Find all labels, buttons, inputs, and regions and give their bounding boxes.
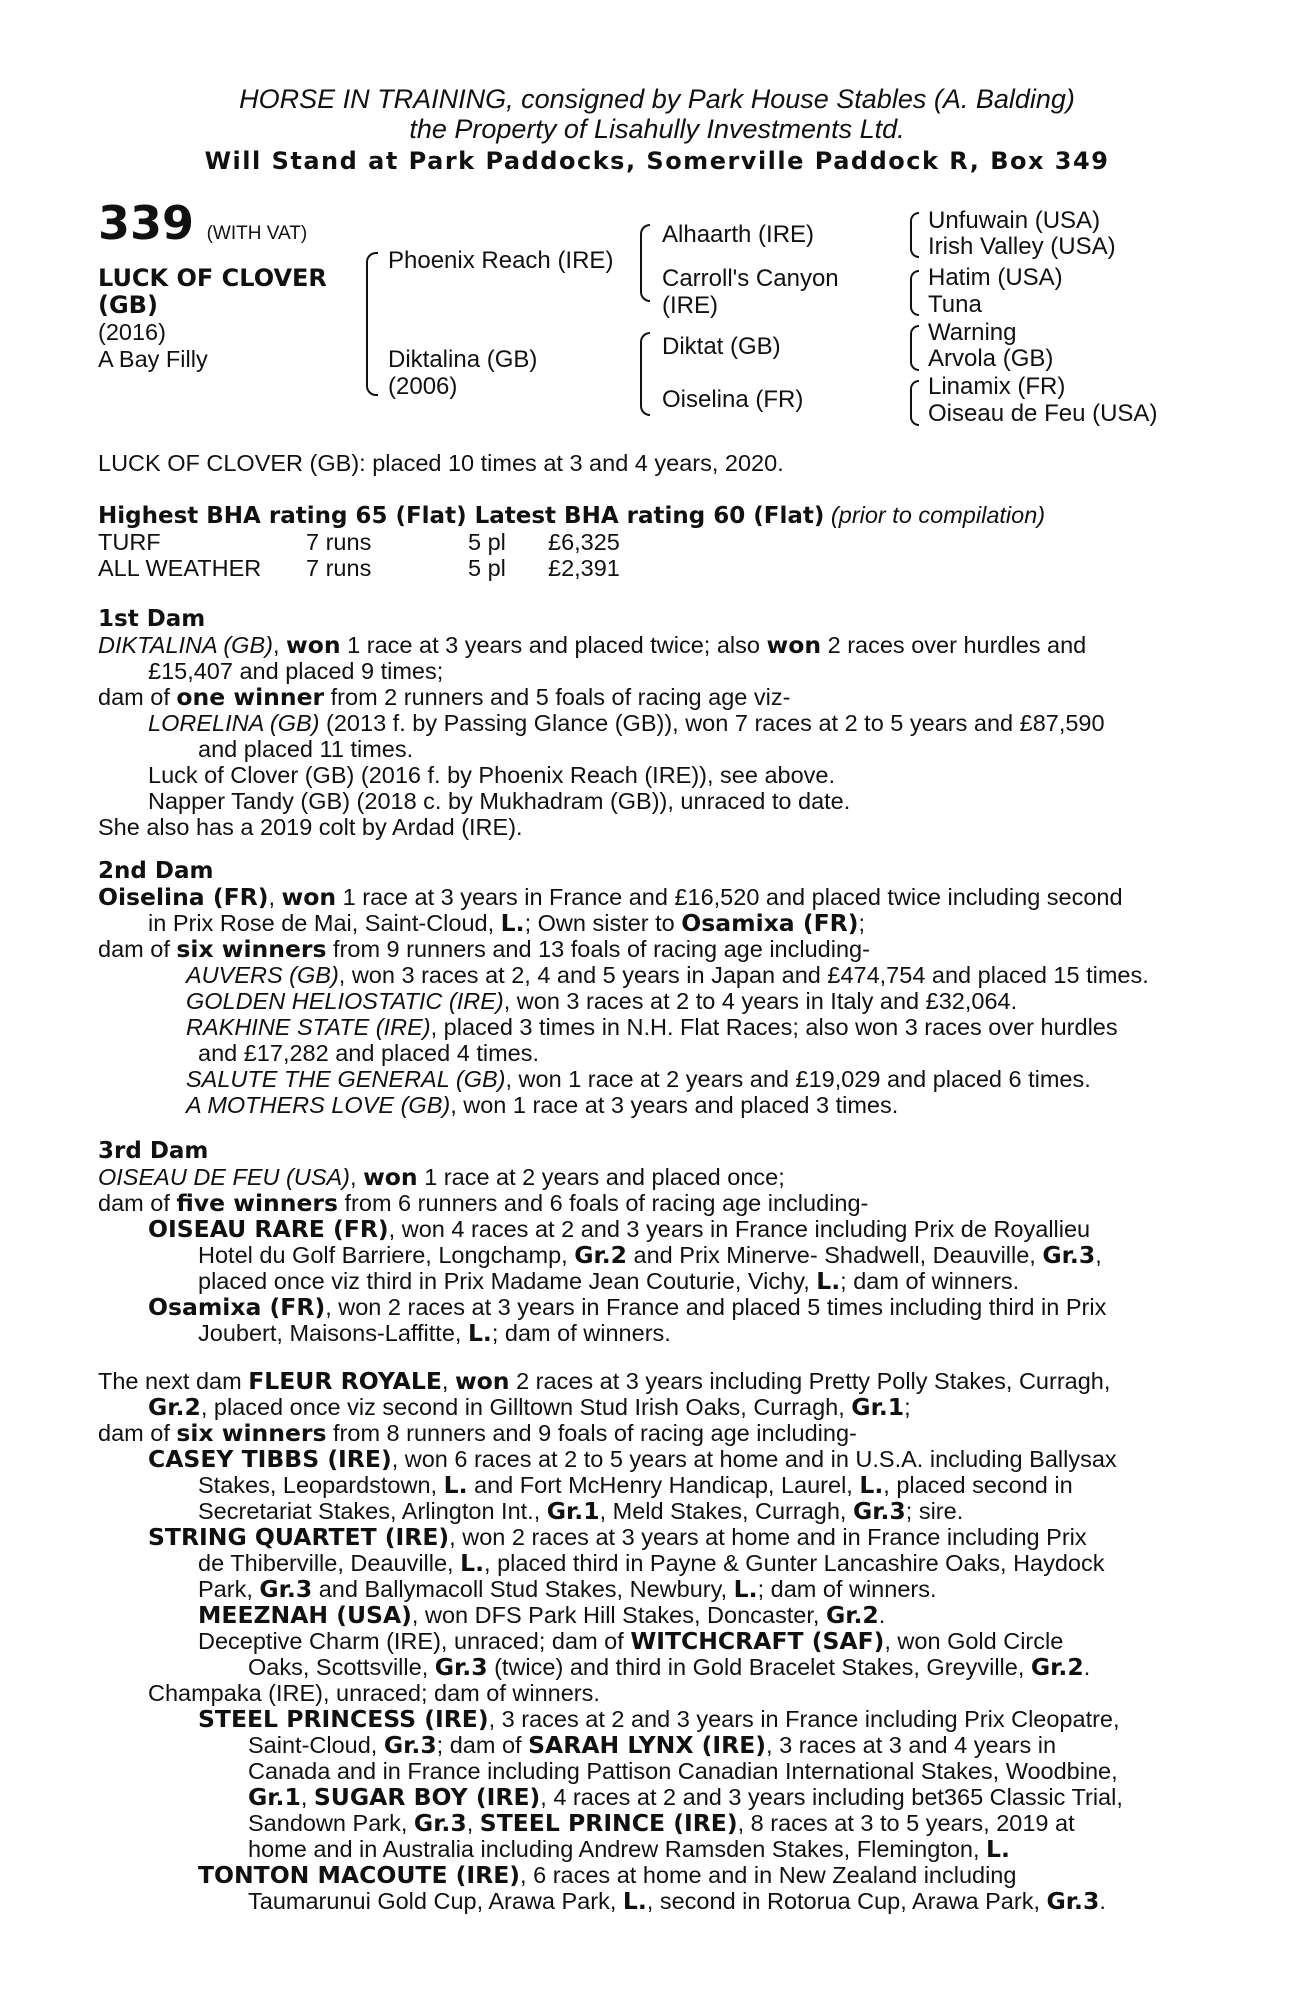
- text-line: [98, 1524, 1208, 1550]
- text-run: , won 4 races at 2 and 3 years in France including Prix de Royallieu: [388, 1216, 1091, 1242]
- text-run: , won 6 races at 2 to 5 years at home and in U.S.A. including Ballysax: [391, 1446, 1117, 1472]
- bold-run: L.: [443, 1471, 468, 1499]
- pedigree-brace-ss: [910, 212, 919, 258]
- bold-run: six winners: [176, 935, 327, 963]
- text-run: , 3 races at 3 and 4 years in: [766, 1732, 1057, 1758]
- offspring-name: Osamixa (FR): [148, 1293, 326, 1321]
- record-amount: £2,391: [548, 555, 620, 581]
- text-line: [98, 1576, 1208, 1602]
- text-line: [98, 1446, 1208, 1472]
- offspring-name: LORELINA (GB): [148, 710, 320, 736]
- dam-name: DIKTALINA (GB): [98, 632, 273, 658]
- text-run: dam of: [98, 684, 177, 710]
- offspring-name: STEEL PRINCESS (IRE): [198, 1705, 489, 1733]
- text-run: ;: [858, 910, 866, 936]
- pedigree-sss: Unfuwain (USA): [928, 207, 1101, 234]
- text-run: and Ballymacoll Stud Stakes, Newbury,: [312, 1576, 734, 1602]
- text-line: and placed 11 times.: [198, 736, 414, 762]
- text-run: from 6 runners and 6 foals of racing age including-: [337, 1190, 869, 1216]
- text-run: and Fort McHenry Handicap, Laurel,: [467, 1472, 860, 1498]
- bold-run: Gr.3: [1042, 1241, 1096, 1269]
- record-placed: 5 pl: [468, 555, 506, 581]
- text-line: [98, 1498, 1208, 1524]
- text-run: 1 race at 2 years and placed once;: [417, 1164, 785, 1190]
- text-run: , second in Rotorua Cup, Arawa Park,: [646, 1888, 1047, 1914]
- text-run: The next dam: [98, 1368, 249, 1394]
- text-run: ,: [441, 1368, 455, 1394]
- text-run: .: [1083, 1654, 1091, 1680]
- bold-run: Gr.3: [434, 1653, 488, 1681]
- offspring-name: SALUTE THE GENERAL (GB): [186, 1066, 506, 1092]
- text-run: (twice) and third in Gold Bracelet Stakes, Greyville,: [487, 1654, 1031, 1680]
- pedigree-brace-sire: [640, 224, 650, 302]
- offspring-name: TONTON MACOUTE (IRE): [198, 1861, 521, 1889]
- pedigree-sire-dam: Carroll's Canyon: [662, 265, 839, 292]
- text-run: , 3 races at 2 and 3 years in France including Prix Cleopatre,: [488, 1706, 1120, 1732]
- text-run: , placed once viz second in Gilltown Stud Irish Oaks, Curragh,: [200, 1394, 852, 1420]
- text-line: [98, 1368, 1208, 1394]
- bold-run: L.: [622, 1887, 647, 1915]
- bold-run: Gr.3: [383, 1731, 437, 1759]
- vat-label: (WITH VAT): [206, 223, 308, 244]
- text-run: 1 race at 3 years and placed twice; also: [340, 632, 767, 658]
- text-line: [98, 884, 1208, 910]
- bold-run: one winner: [176, 683, 325, 711]
- text-run: Stakes, Leopardstown,: [198, 1472, 444, 1498]
- bold-run: L.: [859, 1471, 884, 1499]
- text-run: ; dam of: [436, 1732, 529, 1758]
- text-line: [98, 1394, 1208, 1420]
- bold-run: won: [286, 631, 341, 659]
- consignor-line: HORSE IN TRAINING, consigned by Park House Stables (A. Balding): [239, 84, 1075, 114]
- text-run: , 8 races at 3 to 5 years, 2019 at: [737, 1810, 1075, 1836]
- text-run: Saint-Cloud,: [248, 1732, 384, 1758]
- text-line: [98, 1320, 1208, 1346]
- text-run: Sandown Park,: [248, 1810, 414, 1836]
- bold-run: Gr.3: [852, 1497, 906, 1525]
- property-line: the Property of Lisahully Investments Ltd.: [409, 114, 905, 144]
- text-run: 2 races at 3 years including Pretty Polly Stakes, Curragh,: [509, 1368, 1111, 1394]
- text-line: [98, 632, 1208, 658]
- race-summary: LUCK OF CLOVER (GB): placed 10 times at 3 and 4 years, 2020.: [98, 450, 784, 476]
- text-run: , Meld Stakes, Curragh,: [599, 1498, 853, 1524]
- text-line: [98, 1190, 1208, 1216]
- text-run: placed once viz third in Prix Madame Jean Couturie, Vichy,: [198, 1268, 817, 1294]
- text-line: [98, 1216, 1208, 1242]
- pedigree-brace-ds: [910, 325, 919, 371]
- text-run: , won 2 races at 3 years in France and placed 5 times including third in Prix: [325, 1294, 1107, 1320]
- pedigree-sire-sire: Alhaarth (IRE): [662, 221, 815, 248]
- text-run: Hotel du Golf Barriere, Longchamp,: [198, 1242, 575, 1268]
- text-run: from 8 runners and 9 foals of racing age including-: [326, 1420, 857, 1446]
- offspring-name: RAKHINE STATE (IRE): [186, 1014, 431, 1040]
- pedigree-dsd: Arvola (GB): [928, 345, 1054, 372]
- text-run: Deceptive Charm (IRE), unraced; dam of: [198, 1628, 631, 1654]
- text-run: ; dam of winners.: [757, 1576, 937, 1602]
- section-title: 1st Dam: [98, 606, 206, 632]
- bold-run: Gr.2: [148, 1393, 201, 1421]
- bold-run: Gr.2: [1030, 1653, 1084, 1681]
- bold-run: Gr.1: [851, 1393, 905, 1421]
- text-line: Canada and in France including Pattison Canadian International Stakes, Woodbine,: [248, 1758, 1118, 1784]
- text-run: dam of: [98, 1190, 177, 1216]
- text-line: [98, 1888, 1208, 1914]
- pedigree-brace-dam: [640, 332, 650, 416]
- bold-run: won: [454, 1367, 510, 1395]
- dam-name: Oiselina (FR): [98, 883, 269, 911]
- text-line: [98, 684, 1208, 710]
- pedigree-brace-main: [366, 252, 378, 396]
- pedigree-dss: Warning: [928, 319, 1017, 346]
- text-run: , won 3 races at 2, 4 and 5 years in Japan and £474,754 and placed 15 times.: [338, 962, 1149, 988]
- text-run: , won 1 race at 3 years and placed 3 times.: [450, 1092, 899, 1118]
- pedigree-ssd: Irish Valley (USA): [928, 233, 1116, 260]
- record-surface: ALL WEATHER: [98, 555, 262, 581]
- bha-rating-text: Highest BHA rating 65 (Flat) Latest BHA rating 60 (Flat): [98, 503, 825, 529]
- text-line: [98, 1836, 1208, 1862]
- stand-line: Will Stand at Park Paddocks, Somerville Paddock R, Box 349: [204, 147, 1110, 175]
- text-run: ; dam of winners.: [491, 1320, 671, 1346]
- text-line: [98, 1628, 1208, 1654]
- bold-run: Gr.2: [825, 1601, 879, 1629]
- text-run: de Thiberville, Deauville,: [198, 1550, 461, 1576]
- text-run: dam of: [98, 936, 177, 962]
- text-line: She also has a 2019 colt by Ardad (IRE).: [98, 814, 523, 840]
- bold-run: L.: [733, 1575, 758, 1603]
- record-runs: 7 runs: [306, 555, 372, 581]
- pedigree-sds: Hatim (USA): [928, 264, 1063, 291]
- pedigree-sdd: Tuna: [928, 291, 982, 318]
- offspring-name: OISEAU RARE (FR): [148, 1215, 389, 1243]
- dam-name: FLEUR ROYALE: [248, 1367, 442, 1395]
- text-line: [98, 1014, 1208, 1040]
- next-dam-section: [98, 1368, 1208, 1914]
- text-run: 1 race at 3 years in France and £16,520 and placed twice including second: [336, 884, 1123, 910]
- text-line: [98, 1472, 1208, 1498]
- pedigree-dds: Linamix (FR): [928, 373, 1066, 400]
- bold-run: Gr.3: [413, 1809, 467, 1837]
- lot-number: 339: [98, 196, 195, 250]
- horse-description: A Bay Filly: [98, 346, 208, 372]
- text-line: [98, 910, 1208, 936]
- bold-run: Gr.1: [248, 1783, 301, 1811]
- text-run: .: [1099, 1888, 1106, 1914]
- bold-run: Gr.1: [546, 1497, 600, 1525]
- bold-run: won: [363, 1163, 418, 1191]
- offspring-name: AUVERS (GB): [186, 962, 339, 988]
- text-run: , won 1 race at 2 years and £19,029 and placed 6 times.: [505, 1066, 1091, 1092]
- text-run: ;: [904, 1394, 911, 1420]
- foaling-year: (2016): [98, 319, 166, 345]
- text-run: ,: [272, 632, 287, 658]
- offspring-name: WITCHCRAFT (SAF): [630, 1627, 885, 1655]
- record-runs: 7 runs: [306, 529, 372, 555]
- text-run: , 6 races at home and in New Zealand including: [520, 1862, 1017, 1888]
- text-line: [98, 936, 1208, 962]
- text-line: [98, 1294, 1208, 1320]
- text-run: Oaks, Scottsville,: [248, 1654, 435, 1680]
- text-run: from 9 runners and 13 foals of racing age including-: [326, 936, 870, 962]
- bold-run: Gr.2: [574, 1241, 628, 1269]
- text-run: , placed 3 times in N.H. Flat Races; also won 3 races over hurdles: [430, 1014, 1118, 1040]
- text-line: [98, 1602, 1208, 1628]
- text-run: 2 races over hurdles and: [821, 632, 1087, 658]
- text-run: Secretariat Stakes, Arlington Int.,: [198, 1498, 547, 1524]
- text-run: ; dam of winners.: [840, 1268, 1020, 1294]
- text-run: ,: [300, 1784, 314, 1810]
- bold-run: L.: [816, 1267, 841, 1295]
- text-run: and Prix Minerve- Shadwell, Deauville,: [627, 1242, 1043, 1268]
- text-line: [98, 1706, 1208, 1732]
- bold-run: five winners: [176, 1189, 338, 1217]
- section-title: 2nd Dam: [98, 858, 214, 884]
- pedigree-brace-dd: [910, 380, 919, 426]
- bold-run: won: [281, 883, 337, 911]
- bold-run: Gr.3: [1046, 1887, 1100, 1915]
- text-line: [98, 1420, 1208, 1446]
- text-line: [98, 1784, 1208, 1810]
- text-line: [98, 1550, 1208, 1576]
- text-line: Luck of Clover (GB) (2016 f. by Phoenix Reach (IRE)), see above.: [148, 762, 836, 788]
- pedigree-dam-sire: Diktat (GB): [662, 333, 781, 360]
- text-run: , won 3 races at 2 to 4 years in Italy and £32,064.: [503, 988, 1018, 1014]
- offspring-name: SARAH LYNX (IRE): [528, 1731, 767, 1759]
- pedigree-dam: Diktalina (GB): [388, 346, 538, 373]
- text-line: [98, 710, 1208, 736]
- text-run: Joubert, Maisons-Laffitte,: [198, 1320, 468, 1346]
- text-line: £15,407 and placed 9 times;: [148, 658, 444, 684]
- text-run: ,: [268, 884, 282, 910]
- bha-rating-note: (prior to compilation): [830, 502, 1046, 528]
- horse-name: LUCK OF CLOVER: [98, 264, 327, 292]
- text-line: [98, 1066, 1208, 1092]
- dam-name: OISEAU DE FEU (USA): [98, 1164, 351, 1190]
- offspring-name: MEEZNAH (USA): [198, 1601, 412, 1629]
- text-run: Park,: [198, 1576, 260, 1602]
- text-line: [98, 1268, 1208, 1294]
- pedigree-brace-sd: [910, 270, 919, 316]
- text-run: , placed third in Payne & Gunter Lancashire Oaks, Haydock: [484, 1550, 1105, 1576]
- pedigree-ddd: Oiseau de Feu (USA): [928, 400, 1158, 427]
- text-line: [98, 1810, 1208, 1836]
- lot-number-row: [98, 196, 308, 250]
- horse-origin: (GB): [98, 291, 158, 319]
- text-run: ,: [1095, 1242, 1102, 1268]
- text-run: , won Gold Circle: [884, 1628, 1064, 1654]
- offspring-name: A MOTHERS LOVE (GB): [186, 1092, 451, 1118]
- pedigree-sire-dam-origin: (IRE): [662, 292, 718, 319]
- text-run: in Prix Rose de Mai, Saint-Cloud,: [148, 910, 501, 936]
- text-line: Napper Tandy (GB) (2018 c. by Mukhadram (GB)), unraced to date.: [148, 788, 851, 814]
- text-run: Taumarunui Gold Cup, Arawa Park,: [248, 1888, 623, 1914]
- bold-run: L.: [986, 1835, 1010, 1863]
- offspring-name: SUGAR BOY (IRE): [313, 1783, 541, 1811]
- text-run: , won 2 races at 3 years at home and in France including Prix: [449, 1524, 1087, 1550]
- text-run: .: [878, 1602, 886, 1628]
- second-dam-section: [98, 858, 1208, 1118]
- text-run: home and in Australia including Andrew Ramsden Stakes, Flemington,: [248, 1836, 987, 1862]
- pedigree-sire: Phoenix Reach (IRE): [388, 247, 614, 274]
- text-run: , 4 races at 2 and 3 years including bet365 Classic Trial,: [540, 1784, 1123, 1810]
- bold-run: L.: [460, 1549, 485, 1577]
- text-run: ; Own sister to: [524, 910, 682, 936]
- text-line: [98, 1862, 1208, 1888]
- section-title: 3rd Dam: [98, 1138, 209, 1164]
- text-run: (2013 f. by Passing Glance (GB)), won 7 races at 2 to 5 years and £87,590: [319, 710, 1105, 736]
- record-placed: 5 pl: [468, 529, 506, 555]
- text-line: [98, 988, 1208, 1014]
- bold-run: six winners: [176, 1419, 327, 1447]
- text-line: [98, 962, 1208, 988]
- text-line: [98, 1654, 1208, 1680]
- text-run: ,: [466, 1810, 480, 1836]
- text-run: ,: [350, 1164, 364, 1190]
- bold-run: won: [766, 631, 822, 659]
- text-run: , placed second in: [883, 1472, 1073, 1498]
- bold-run: Osamixa (FR): [681, 909, 859, 937]
- record-amount: £6,325: [548, 529, 620, 555]
- bha-rating: [98, 502, 1045, 529]
- text-run: from 2 runners and 5 foals of racing age viz-: [324, 684, 791, 710]
- pedigree-dam-dam: Oiselina (FR): [662, 386, 804, 413]
- text-line: [98, 1092, 1208, 1118]
- offspring-name: CASEY TIBBS (IRE): [148, 1445, 392, 1473]
- first-dam-section: [98, 606, 1208, 840]
- offspring-name: GOLDEN HELIOSTATIC (IRE): [186, 988, 504, 1014]
- text-line: Champaka (IRE), unraced; dam of winners.: [148, 1680, 600, 1706]
- offspring-name: STRING QUARTET (IRE): [148, 1523, 450, 1551]
- text-run: ; sire.: [905, 1498, 964, 1524]
- offspring-name: STEEL PRINCE (IRE): [479, 1809, 738, 1837]
- record-surface: TURF: [98, 529, 161, 555]
- bold-run: Gr.3: [259, 1575, 313, 1603]
- text-line: and £17,282 and placed 4 times.: [198, 1040, 540, 1066]
- bold-run: L.: [467, 1319, 492, 1347]
- bold-run: L.: [500, 909, 525, 937]
- third-dam-section: [98, 1138, 1208, 1346]
- text-line: [98, 1164, 1208, 1190]
- pedigree-dam-year: (2006): [388, 373, 458, 400]
- text-line: [98, 1732, 1208, 1758]
- text-run: , won DFS Park Hill Stakes, Doncaster,: [411, 1602, 826, 1628]
- text-run: dam of: [98, 1420, 177, 1446]
- text-line: [98, 1242, 1208, 1268]
